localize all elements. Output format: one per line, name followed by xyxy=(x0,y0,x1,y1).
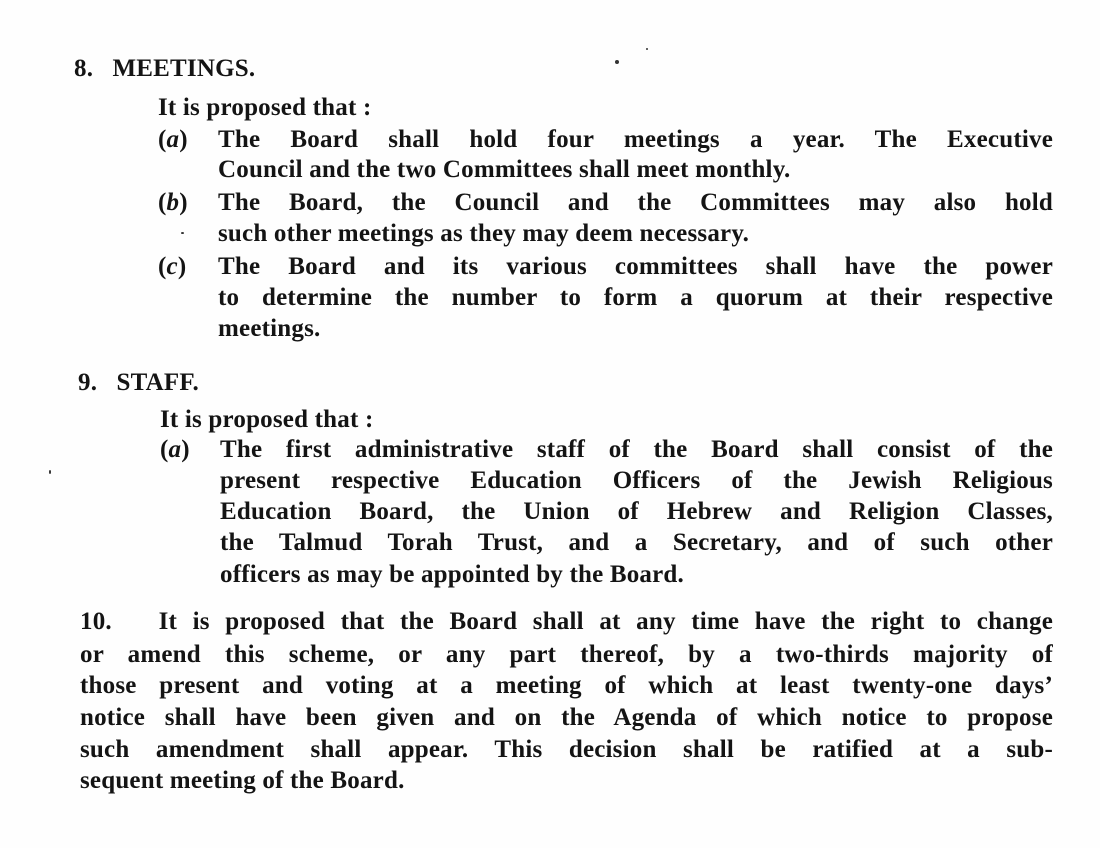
paragraph-line: or amend this scheme, or any part thereof, by a two-thirds majority of xyxy=(80,641,1053,668)
clause-line: The first administrative staff of the Board shall consist of the xyxy=(220,436,1053,463)
clause-line: meetings. xyxy=(218,315,321,342)
clause-line: officers as may be appointed by the Board. xyxy=(220,561,684,588)
section-number: 8. xyxy=(74,55,94,82)
paragraph-line: those present and voting at a meeting of which at least twenty-one days’ xyxy=(80,672,1053,699)
scan-speck xyxy=(49,470,51,474)
clause-line: The Board and its various committees shall have the power xyxy=(218,253,1053,280)
section-intro: It is proposed that : xyxy=(160,406,374,433)
clause-label: (b) xyxy=(158,189,188,216)
section-title: MEETINGS. xyxy=(112,55,256,82)
clause-line: the Talmud Torah Trust, and a Secretary, and of such other xyxy=(220,529,1053,556)
paragraph-line: notice shall have been given and on the Agenda of which notice to propose xyxy=(80,704,1053,731)
section-intro: It is proposed that : xyxy=(158,94,372,121)
clause-label: (a) xyxy=(158,126,188,153)
scan-speck xyxy=(181,232,184,234)
section-number: 10. xyxy=(80,608,112,635)
section-title: STAFF. xyxy=(116,369,199,396)
section-8-heading xyxy=(74,54,255,84)
paragraph-line: such amendment shall appear. This decision shall be ratified at a sub- xyxy=(80,736,1053,763)
scan-speck xyxy=(646,48,648,50)
section-9-heading xyxy=(78,368,199,398)
clause-label: (c) xyxy=(158,253,187,280)
scan-speck xyxy=(615,60,619,64)
clause-line: Council and the two Committees shall meet monthly. xyxy=(218,156,791,183)
section-number: 9. xyxy=(78,369,98,396)
clause-label: (a) xyxy=(160,436,190,463)
paragraph-line: 10. It is proposed that the Board shall at any time have the right to change xyxy=(80,608,1053,635)
clause-line: Education Board, the Union of Hebrew and Religion Classes, xyxy=(220,498,1053,525)
clause-line: The Board shall hold four meetings a year. The Executive xyxy=(218,126,1053,153)
paragraph-line: sequent meeting of the Board. xyxy=(80,767,405,794)
clause-line: to determine the number to form a quorum at their respective xyxy=(218,284,1053,311)
clause-line: such other meetings as they may deem necessary. xyxy=(218,220,750,247)
clause-line: present respective Education Officers of the Jewish Religious xyxy=(220,467,1053,494)
clause-line: The Board, the Council and the Committees may also hold xyxy=(218,189,1053,216)
